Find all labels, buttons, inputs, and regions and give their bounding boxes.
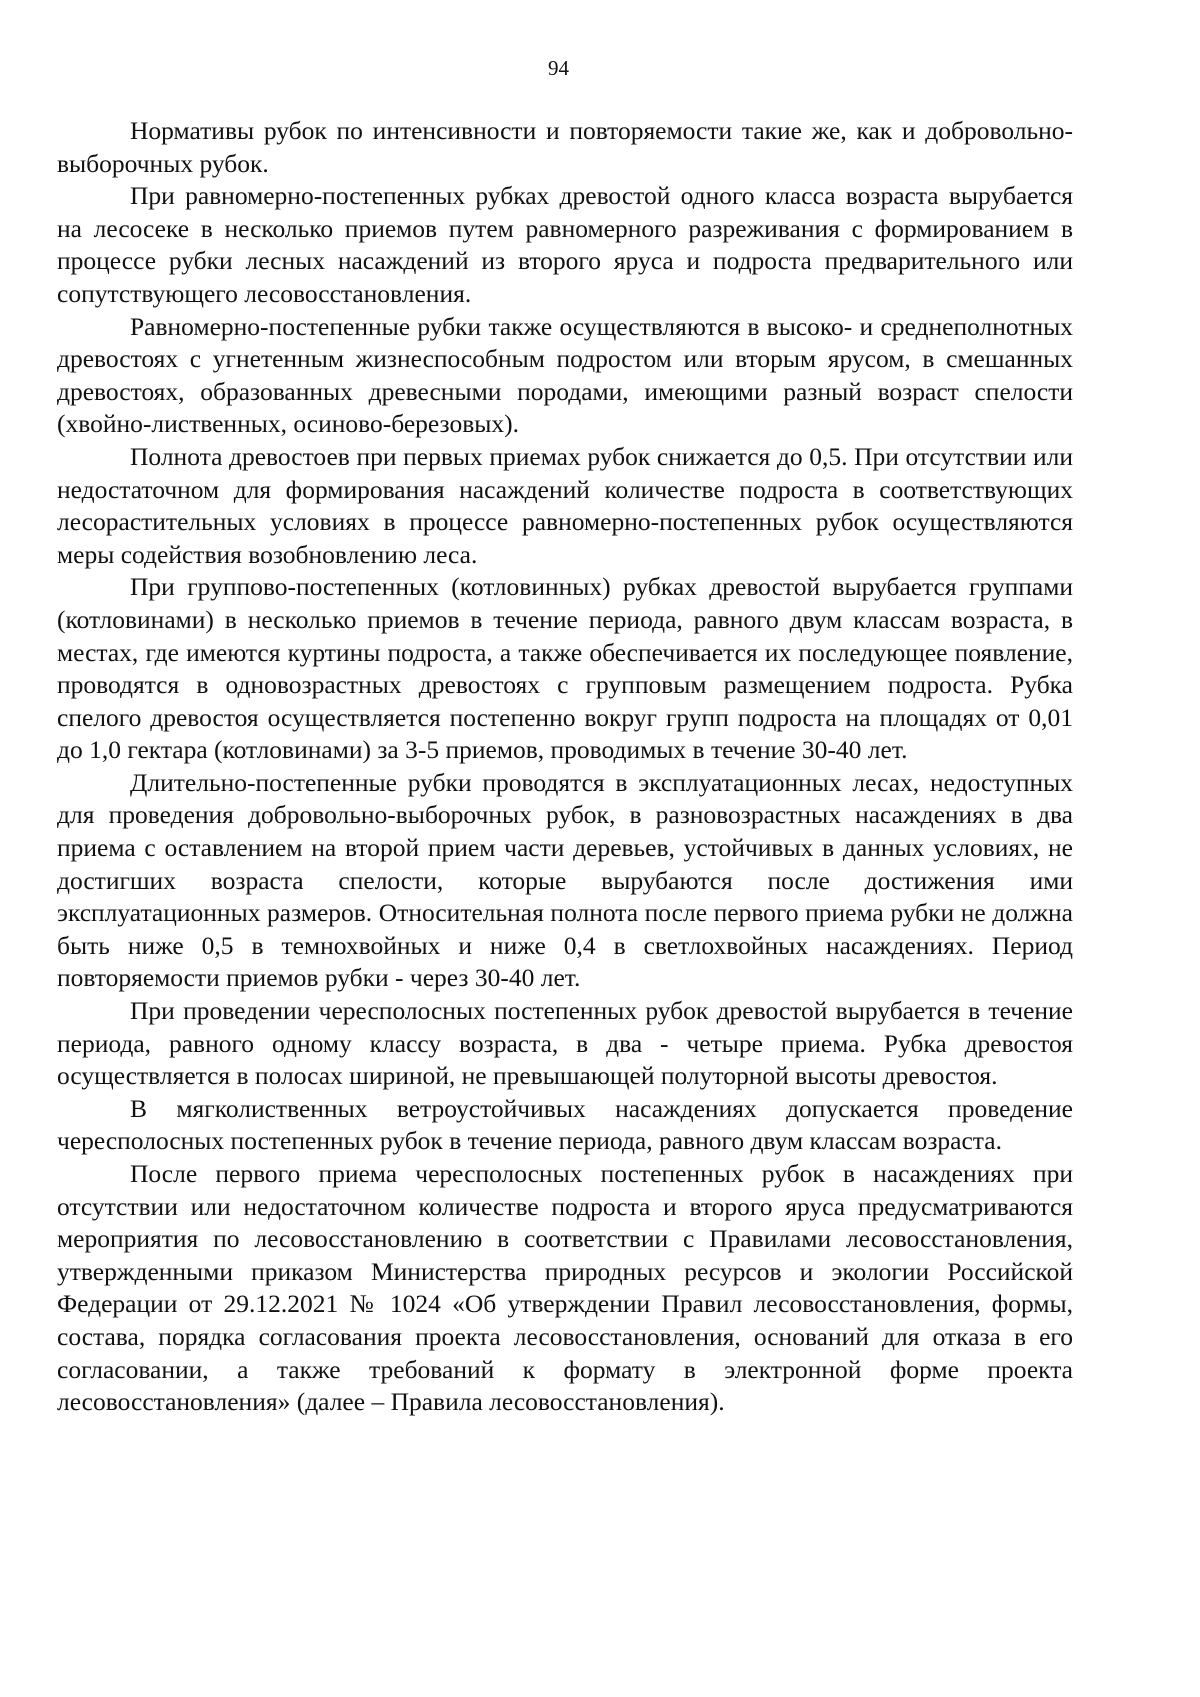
paragraph: Нормативы рубок по интенсивности и повторяемости такие же, как и добровольно-выборочных рубок. (57, 116, 1073, 178)
paragraph: Длительно-постепенные рубки проводятся в эксплуатационных лесах, недоступных для проведения добровольно-выборочных рубок, в разновозрастных насаждениях в два приема с оставлением на второй прием части деревьев, устойчивых в данных условиях, не достигших возраста спелости, которые вырубаются после достижения ими эксплуатационных размеров. Относительная полнота после первого приема рубки не должна быть ниже 0,5 в темнохвойных и ниже 0,4 в светлохвойных насаждениях. Период повторяемости приемов рубки - через 30-40 лет. (57, 767, 1073, 993)
paragraph: Полнота древостоев при первых приемах рубок снижается до 0,5. При отсутствии или недостаточном для формирования насаждений количестве подроста в соответствующих лесорастительных условиях в процессе равномерно-постепенных рубок осуществляются меры содействия возобновлению леса. (57, 441, 1073, 569)
paragraph: При равномерно-постепенных рубках древостой одного класса возраста вырубается на лесосеке в несколько приемов путем равномерного разреживания с формированием в процессе рубки лесных насаждений из второго яруса и подроста предварительного или сопутствующего лесовосстановления. (57, 181, 1073, 308)
body-text (57, 115, 1073, 1419)
paragraph: При группово-постепенных (котловинных) рубках древостой вырубается группами (котловинами) в несколько приемов в течение периода, равного двум классам возраста, в местах, где имеются куртины подроста, а также обеспечивается их последующее появление, проводятся в одновозрастных древостоях с групповым размещением подроста. Рубка спелого древостоя осуществляется постепенно вокруг групп подроста на площадях от 0,01 до 1,0 гектара (котловинами) за 3-5 приемов, проводимых в течение 30-40 лет. (57, 572, 1073, 765)
paragraph: Равномерно-постепенные рубки также осуществляются в высоко- и среднеполнотных древостоях с угнетенным жизнеспособным подростом или вторым ярусом, в смешанных древостоях, образованных древесными породами, имеющими разный возраст спелости (хвойно-лиственных, осиново-березовых). (57, 311, 1073, 439)
paragraph: После первого приема чересполосных постепенных рубок в насаждениях при отсутствии или недостаточном количестве подроста и второго яруса предусматриваются мероприятия по лесовосстановлению в соответствии с Правилами лесовосстановления, утвержденными приказом Министерства природных ресурсов и экологии Российской Федерации от 29.12.2021 № 1024 «Об утверждении Правил лесовосстановления, формы, состава, порядка согласования проекта лесовосстановления, оснований для отказа в его согласовании, а также требований к формату в электронной форме проекта лесовосстановления» (далее – Правила лесовосстановления). (57, 1159, 1073, 1417)
paragraph: При проведении чересполосных постепенных рубок древостой вырубается в течение периода, равного одному классу возраста, в два - четыре приема. Рубка древостоя осуществляется в полосах шириной, не превышающей полуторной высоты древостоя. (57, 996, 1073, 1091)
page-number: 94 (548, 56, 569, 80)
paragraph: В мягколиственных ветроустойчивых насаждениях допускается проведение чересполосных постепенных рубок в течение периода, равного двум классам возраста. (57, 1093, 1073, 1156)
